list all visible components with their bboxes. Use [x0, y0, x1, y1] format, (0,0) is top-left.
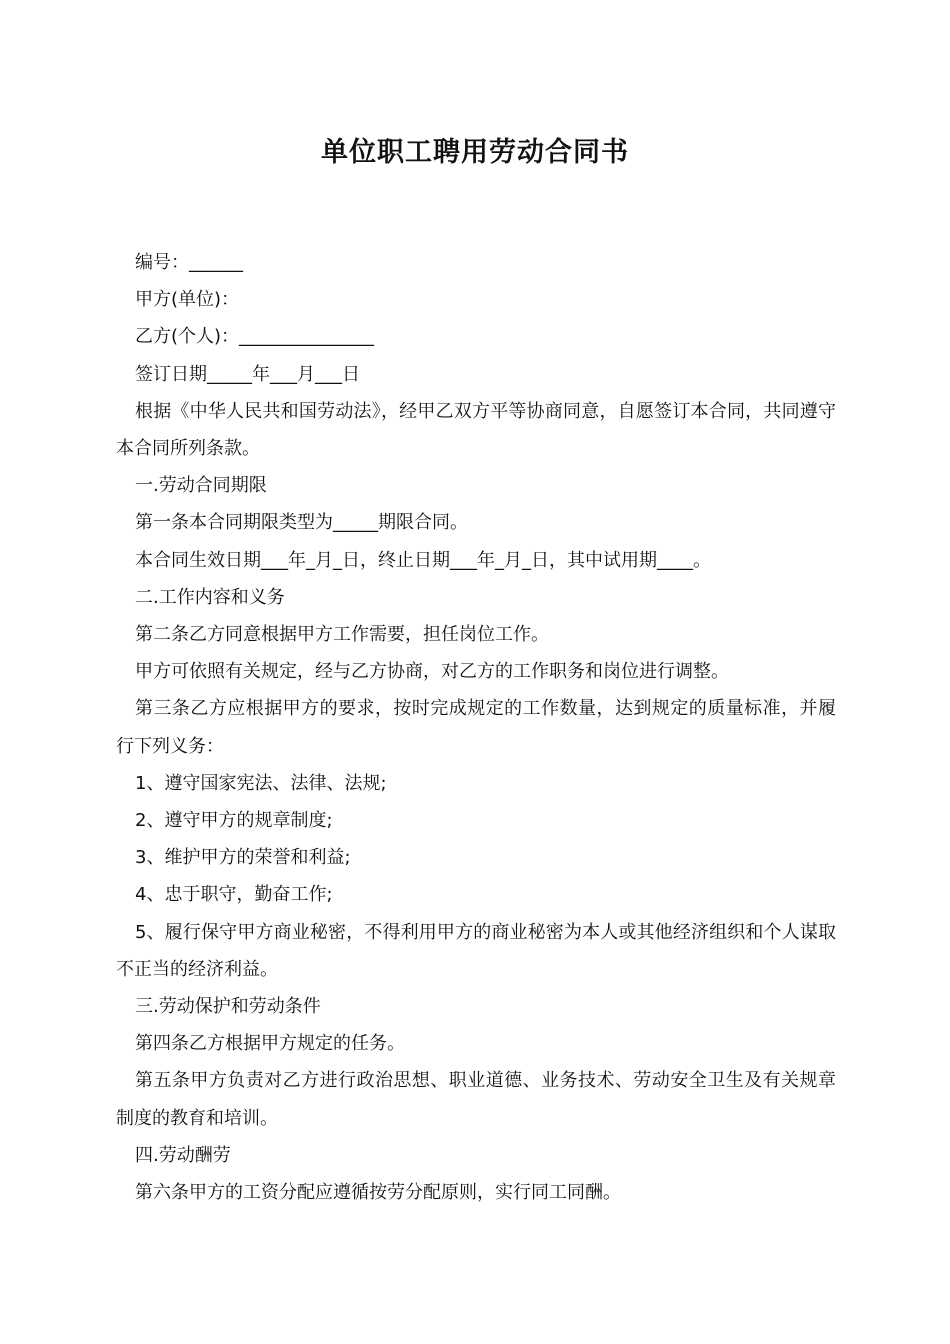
- duty-item-1: 1、遵守国家宪法、法律、法规;: [135, 772, 387, 794]
- duty-item-3: 3、维护甲方的荣誉和利益;: [135, 847, 351, 869]
- preamble-paragraph: 根据《中华人民共和国劳动法》，经甲乙双方平等协商同意，自愿签订本合同，共同遵守本合同所列条款。: [116, 400, 836, 460]
- effective-date-line: 本合同生效日期___年_月_日，终止日期___年_月_日，其中试用期____。: [135, 549, 711, 571]
- duty-item-4: 4、忠于职守，勤奋工作;: [135, 884, 333, 906]
- contract-number-line: 编号：______: [135, 252, 243, 273]
- duty-item-5: 5、履行保守甲方商业秘密，不得利用甲方的商业秘密为本人或其他经济组织和个人谋取不正当的经济利益。: [116, 921, 836, 980]
- document-body: [116, 244, 836, 1211]
- party-b-line: 乙方(个人)：_______________: [135, 326, 375, 348]
- article-3: 第三条乙方应根据甲方的要求，按时完成规定的工作数量，达到规定的质量标准，并履行下列义务：: [116, 698, 836, 757]
- section-heading-protection: 三.劳动保护和劳动条件: [135, 996, 321, 1018]
- article-6: 第六条甲方的工资分配应遵循按劳分配原则，实行同工同酬。: [135, 1182, 621, 1204]
- section-heading-term: 一.劳动合同期限: [135, 475, 267, 497]
- section-heading-duties: 二.工作内容和义务: [135, 586, 285, 608]
- article-4: 第四条乙方根据甲方规定的任务。: [135, 1033, 405, 1055]
- party-a-line: 甲方(单位)：: [135, 289, 240, 311]
- document-title: 单位职工聘用劳动合同书: [321, 137, 629, 168]
- signing-date-line: 签订日期_____年___月___日: [135, 363, 360, 385]
- duty-item-2: 2、遵守甲方的规章制度;: [135, 810, 333, 832]
- section-heading-remuneration: 四.劳动酬劳: [135, 1144, 231, 1166]
- article-1: 第一条本合同期限类型为_____期限合同。: [135, 512, 468, 534]
- article-5: 第五条甲方负责对乙方进行政治思想、职业道德、业务技术、劳动安全卫生及有关规章制度的教育和培训。: [116, 1070, 836, 1129]
- adjustment-line: 甲方可依照有关规定，经与乙方协商，对乙方的工作职务和岗位进行调整。: [135, 661, 729, 683]
- article-2: 第二条乙方同意根据甲方工作需要，担任岗位工作。: [135, 624, 549, 646]
